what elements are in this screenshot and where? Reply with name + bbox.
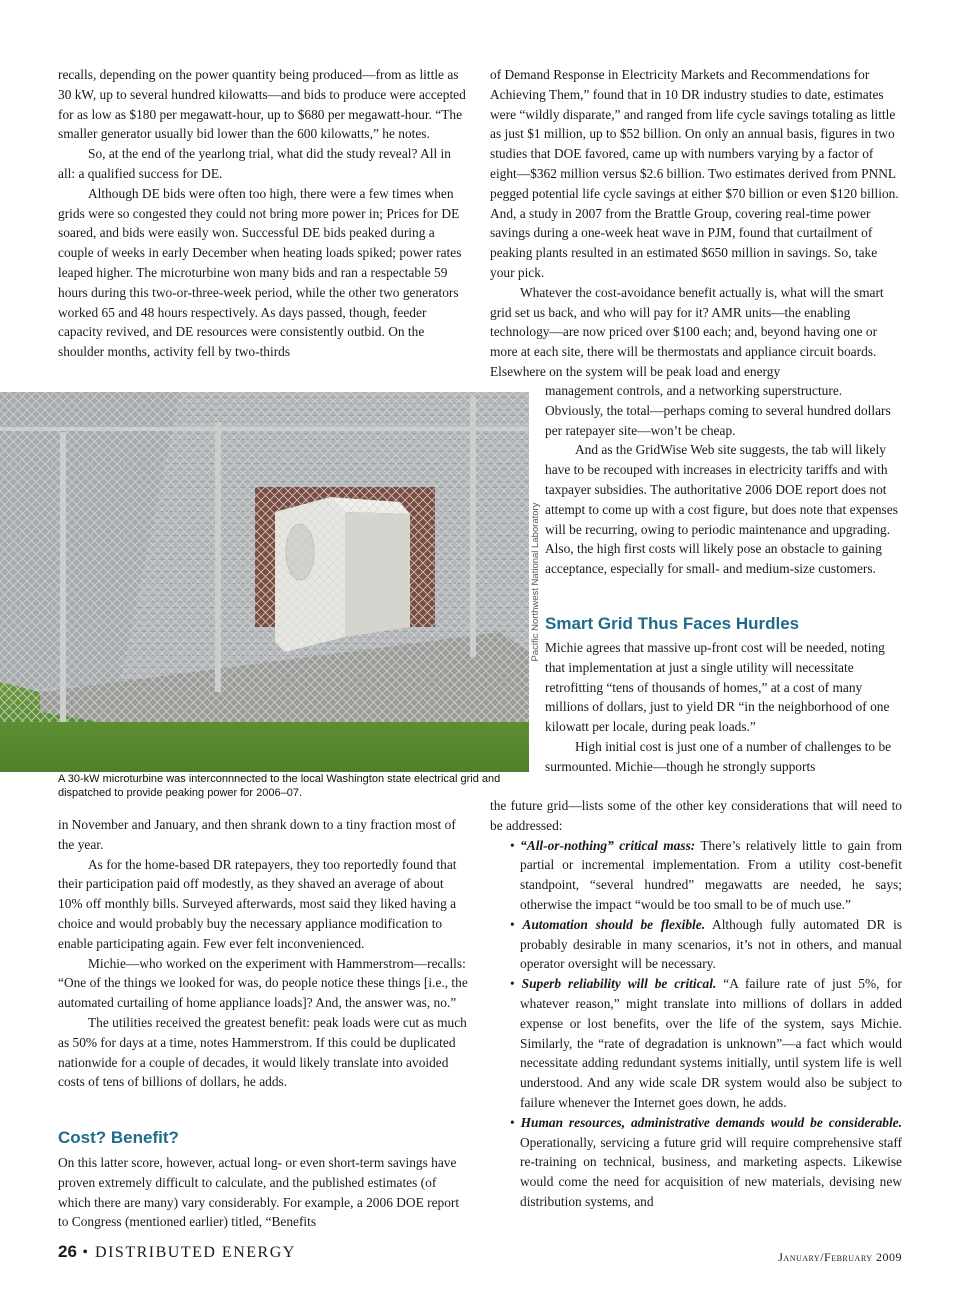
section-heading-smart-grid: Smart Grid Thus Faces Hurdles <box>545 614 800 633</box>
footer-bullet: • <box>82 1244 90 1261</box>
bullet-item: • “All-or-nothing” critical mass: There’s relatively little to gain from partial or incremental implementation. From a utility cost-benefit standpoint, “several hundred” megawatts are needed, he says; otherwise the impact “would be too small to be of much use.” <box>510 837 902 912</box>
bullet-item: • Human resources, administrative demands would be considerable. Operationally, servicing a future grid will require comprehensive staff re-training on technical, business, and marketing aspects. Likewise would come the need for acquisition of new materials, devising new distribution systems, and <box>510 1114 902 1209</box>
paragraph: As for the home-based DR ratepayers, they too reportedly found that their participation paid off modestly, as they shaved an average of about 10% off monthly bills. Surveyed afterwards, most said they liked having a choice and would probably buy the necessary appliance modification to enable participating again. Few ever felt inconvenienced. <box>58 856 457 951</box>
microturbine-photo <box>0 392 529 772</box>
bullet-text: Operationally, servicing a future grid will require comprehensive staff re-training on technical, business, and marketing aspects. Likewise would come the need for acquisition of new materials, devising new distribution systems, and <box>520 1134 902 1209</box>
paragraph: Although DE bids were often too high, there were a few times when grids were so congested they could not bring more power in; Prices for DE soared, and bids were easily won. Successful DE bids peaked during a couple of weeks in early December when heating loads spiked; power rates leaped higher. The microturbine won many bids and ran a respectable 59 hours during this two-or-three-week period, while the other two generators worked 65 and 48 hours respectively. As days passed, though, feeder capacity revived, and DE resources were consistently outbid. On the shoulder months, activity fell by two-thirds <box>58 185 462 360</box>
smart-grid-wide <box>490 796 902 1212</box>
paragraph: The utilities received the greatest benefit: peak loads were cut as much as 50% for days at a time, notes Hammerstrom. If this could be duplicated nationwide for a couple of decades, it would likely translate into avoided costs of tens of billions of dollars, he adds. <box>58 1014 467 1090</box>
cost-paragraph-block <box>58 1153 468 1232</box>
bullet-text: Although fully automated DR is probably desirable in many scenarios, it’s not in others, and manual operator oversight will be necessary. <box>520 916 902 972</box>
paragraph: in November and January, and then shrank down to a tiny fraction most of the year. <box>58 817 456 852</box>
paragraph: management controls, and a networking superstructure. Obviously, the total—perhaps coming to several hundred dollars per ratepayer site—won’t be cheap. <box>545 383 891 438</box>
bullet-item: • Automation should be flexible. Although fully automated DR is probably desirable in many scenarios, it’s not in others, and manual operator oversight will be necessary. <box>510 916 902 972</box>
paragraph: So, at the end of the yearlong trial, what did the study reveal? All in all: a qualified success for DE. <box>58 146 451 181</box>
paragraph: And as the GridWise Web site suggests, the tab will likely have to be recouped with increases in electricity tariffs and with taxpayer subsidies. The authoritative 2006 DOE report does not attempt to come up with a cost figure, but does note that expenses will be recurring, owing to periodic maintenance and upgrading. Also, the high first costs will likely pose an obstacle to gaining acceptance, especially for small- and medium-size customers. <box>545 442 898 577</box>
photo-credit: Pacific Northwest National Laboratory <box>530 502 541 662</box>
bullet-lead: Automation should be flexible. <box>522 916 706 932</box>
paragraph: recalls, depending on the power quantity being produced—from as little as 30 kW, up to several hundred kilowatts—and bids to produce were accepted for as low as $180 per megawatt-hour, up to $680 per megawatt-hour. “The smaller generator usually bid lower than the 600 kilowatts,” he notes. <box>58 67 466 142</box>
bullet-lead: Human resources, administrative demands would be considerable. <box>520 1114 902 1130</box>
right-column-narrow <box>545 381 902 579</box>
right-column-top <box>490 65 902 382</box>
bullet-text: There’s relatively little to gain from partial or incremental implementation. From a utility cost-benefit standpoint, “several hundred” megawatts are needed, he says; otherwise the impact “would be too small to be of much use.” <box>520 837 902 912</box>
bullet-text: “A failure rate of just 5%, for whatever reason,” might translate into millions of dollars in added expense or lost benefits, over the life of the system, says Michie. Similarly, the “rate of degradation is unknown”—a fact which would necessitate adding redundant systems initially, until system life is well understood. And any wide scale DR system would also be subject to failure whenever the Internet goes down, he adds. <box>520 976 902 1110</box>
magazine-name: DISTRIBUTED ENERGY <box>95 1244 296 1261</box>
footer-left <box>58 1242 296 1263</box>
left-column-top <box>58 65 468 362</box>
paragraph: High initial cost is just one of a number of challenges to be surmounted. Michie—though he strongly supports <box>545 738 892 774</box>
paragraph: Michie—who worked on the experiment with Hammerstrom—recalls: “One of the things we looked for was, do people notice these things [i.e., the automated curtailing of home appliance loads]? And, the answer was, no.” <box>58 955 468 1011</box>
section-heading-cost-benefit: Cost? Benefit? <box>58 1128 179 1147</box>
paragraph: On this latter score, however, actual long- or even short-term savings have proven extremely difficult to calculate, and the published estimates (of which there are many) vary considerably. For example, a 2006 DOE report to Congress (mentioned earlier) titled, “Benefits <box>58 1155 460 1230</box>
smart-grid-narrow <box>545 638 902 777</box>
page-number: 26 <box>58 1242 77 1261</box>
bullet-item: • Superb reliability will be critical. “A failure rate of just 5%, for whatever reason,” might translate into millions of dollars in added expense or lost benefits, over the life of the system, says Michie. Similarly, the “rate of degradation is unknown”—a fact which would necessitate adding redundant systems initially, until system life is well understood. And any wide scale DR system would also be subject to failure whenever the Internet goes down, he adds. <box>510 976 902 1110</box>
paragraph: the future grid—lists some of the other key considerations that will need to be addressed: <box>490 798 902 833</box>
issue-date: January/February 2009 <box>778 1250 902 1264</box>
paragraph: Whatever the cost-avoidance benefit actually is, what will the smart grid set us back, and who will pay for it? AMR units—the enabling technology—are now priced over $100 each; and, beyond having one or more at each site, there will be thermostats and appliance circuit boards. Elsewhere on the system will be peak load and energy <box>490 284 884 379</box>
photo-caption: A 30-kW microturbine was interconnnected to the local Washington state electrical grid and dispatched to provide peaking power for 2006–07. <box>58 773 501 799</box>
bullet-lead: “All-or-nothing” critical mass: <box>520 837 696 853</box>
paragraph: Michie agrees that massive up-front cost will be needed, noting that implementation at just a single utility will necessitate retrofitting “tens of thousands of homes,” at a cost of many millions of dollars, just to yield DR “in the neighborhood of one kilowatt per locale, during peak loads.” <box>545 640 890 735</box>
paragraph: of Demand Response in Electricity Markets and Recommendations for Achieving Them,” found that in 10 DR industry studies to date, estimates were “wildly disparate,” and ranged from life cycle savings totaling as little as just $1 million, up to $52 billion. On only an annual basis, figures in two studies that DOE favored, came up with numbers varying by a factor of eight—$362 million versus $2.6 billion. Two estimates derived from PNNL pegged potential life cycle savings at either $70 billion or even $120 billion. And, a study in 2007 from the Brattle Group, covering real-time power savings during a one-week heat wave in PJM, found that curtailment of peaking plants resulted in an estimated $650 million in savings. So, take your pick. <box>490 67 899 280</box>
bullet-lead: Superb reliability will be critical. <box>521 976 717 992</box>
left-column-bottom <box>58 815 468 1092</box>
